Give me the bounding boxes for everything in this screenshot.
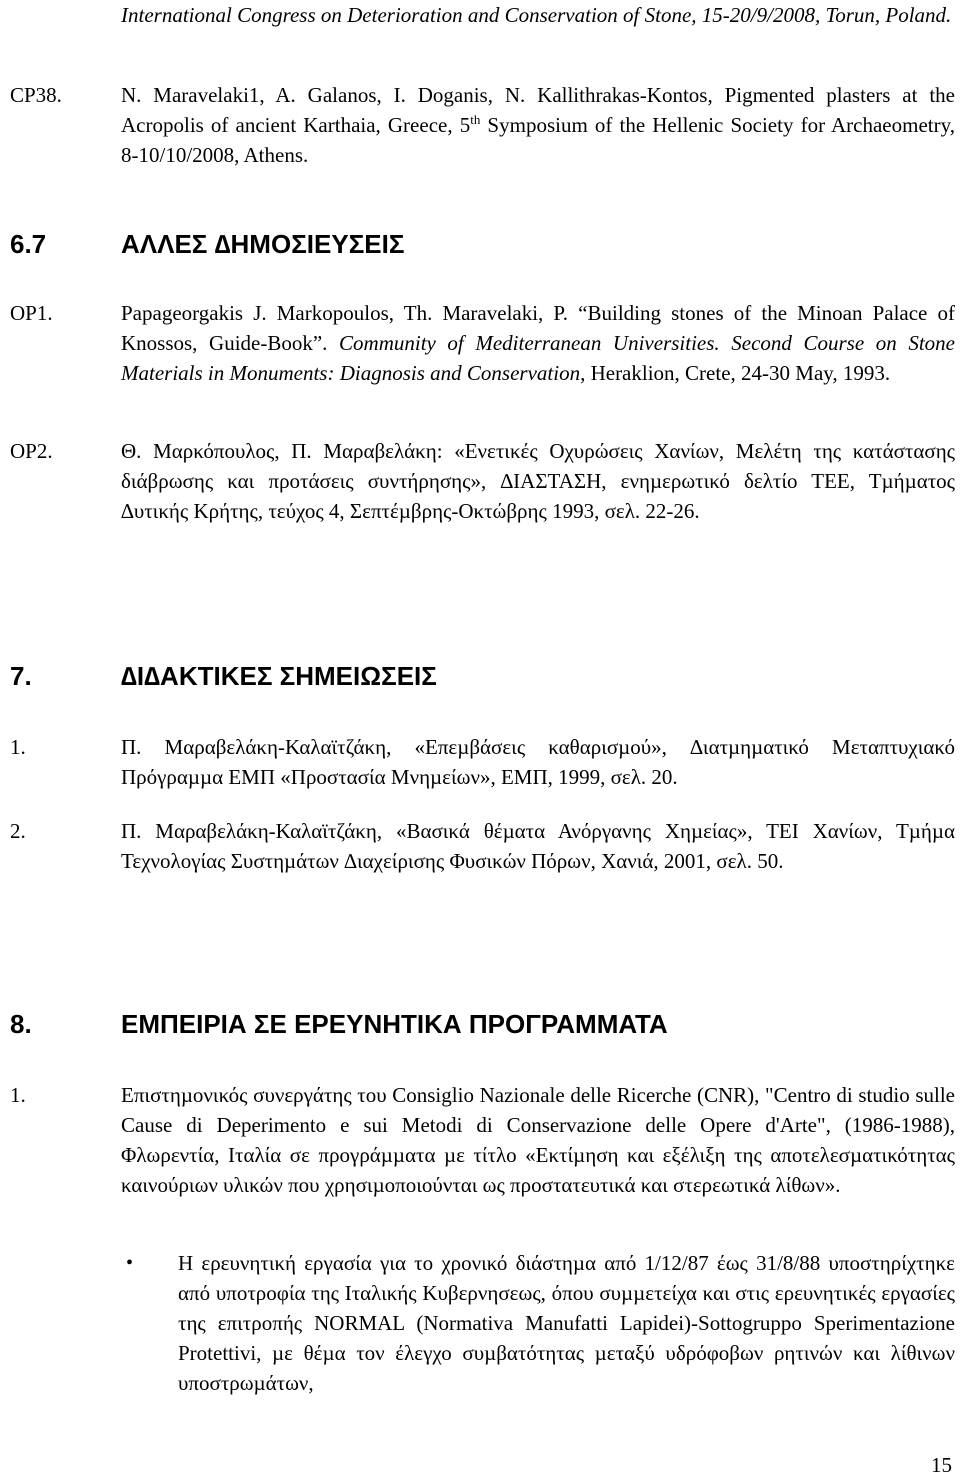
note-number: 1. [10,735,26,759]
research-text: Επιστηµονικός συνεργάτης του Consiglio Nazionale delle Ricerche (CNR), "Centro di studio sulle Cause di Deperimento e sui Metodi di Conservazione delle Opere d'Arte", (1986-1988), Φλωρεντία, Ιταλία σε προγράµµατα µε τίτλο «Εκτίµηση και εξέλιξη της αποτελεσµατικότητας καινούριων υλικών που χρησιµοποιούνται ως προστατευτικά και στερεωτικά λίθων». [121,1083,955,1197]
bullet-text: Η ερευνητική εργασία για το χρονικό διάστηµα από 1/12/87 έως 31/8/88 υποστηρίχτηκε από υποτροφία της Ιταλικής Κυβερνησεως, όπου συµµετείχα και στις ερευνητικές εργασίες της επιτροπής NORMAL (Normativa Manufatti Lapidei)-Sottogruppo Sperimentazione Protettivi, µε θέµα τον έλεγχο συµβατότητας µεταξύ υδρόφοβων ρητινών και λίθινων υποστρωµάτων, [178,1251,955,1395]
research-number: 1. [10,1083,26,1107]
congress-entry-text: International Congress on Deterioration and Conservation of Stone, 15-20/9/2008, Torun, Poland. [121,3,952,27]
section-number: 6.7 [10,229,47,259]
section-number: 8. [10,1009,32,1039]
section-number: 7. [10,661,32,691]
publication-label: OP1. [10,301,53,325]
publication-label: OP2. [10,439,53,463]
section-title: ∆Ι∆ΑΚΤΙΚΕΣ ΣΗΜΕΙΩΣΕΙΣ [121,661,437,691]
publication-text: Papageorgakis J. Markopoulos, Th. Maravelaki, P. “Building stones of the Minoan Palace of Knossos, Guide-Book”. Community of Mediterranean Universities. Second Course on Stone Materials in Monuments: Diagnosis and Conservation, Heraklion, Crete, 24-30 May, 1993. [121,301,955,385]
section-title: ΑΛΛΕΣ ∆ΗΜΟΣΙΕΥΣΕΙΣ [121,229,405,259]
note-text: Π. Μαραβελάκη-Καλαϊτζάκη, «Βασικά θέµατα Ανόργανης Χηµείας», ΤΕΙ Χανίων, Τµήµα Τεχνολογίας Συστηµάτων ∆ιαχείρισης Φυσικών Πόρων, Χανιά, 2001, σελ. 50. [121,819,955,873]
publication-label: CP38. [10,83,62,107]
section-title: ΕΜΠΕΙΡΙΑ ΣΕ ΕΡΕΥΝΗΤΙΚΑ ΠΡΟΓΡΑΜΜΑΤΑ [121,1009,668,1039]
publication-text: Θ. Μαρκόπουλος, Π. Μαραβελάκη: «Ενετικές Οχυρώσεις Χανίων, Μελέτη της κατάστασης διάβρωσης και προτάσεις συντήρησης», ∆ΙΑΣΤΑΣΗ, ενηµερωτικό δελτίο ΤΕΕ, Τµήµατος ∆υτικής Κρήτης, τεύχος 4, Σεπτέµβρης-Οκτώβρης 1993, σελ. 22-26. [121,439,955,523]
publication-text: N. Maravelaki1, A. Galanos, I. Doganis, N. Kallithrakas-Kontos, Pigmented plasters at the Acropolis of ancient Karthaia, Greece, 5th Symposium of the Hellenic Society for Archaeometry, 8-10/10/2008, Athens. [121,83,955,167]
page-number: 15 [931,1453,952,1477]
note-number: 2. [10,819,26,843]
note-text: Π. Μαραβελάκη-Καλαϊτζάκη, «Επεµβάσεις καθαρισµού», ∆ιατµηµατικό Μεταπτυχιακό Πρόγραµµα ΕΜΠ «Προστασία Μνηµείων», ΕΜΠ, 1999, σελ. 20. [121,735,955,789]
bullet-icon: • [126,1252,134,1274]
